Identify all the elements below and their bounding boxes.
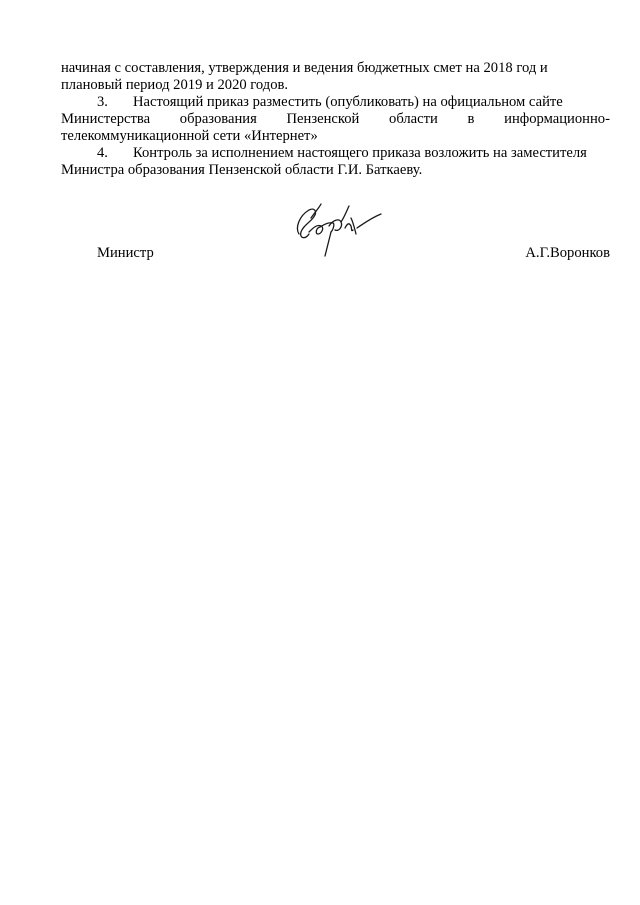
- item-3-line-3: [61, 128, 610, 145]
- item-text: Министра образования Пензенской области Г.И. Баткаеву.: [61, 162, 423, 178]
- item-word: области: [389, 111, 438, 127]
- item-3-line-2: [61, 111, 610, 128]
- item-4-line-2: [61, 162, 610, 179]
- item-word: Министерства: [61, 111, 151, 127]
- signature-block: [97, 245, 610, 265]
- item-number: 3.: [97, 94, 108, 110]
- signatory-name: А.Г.Воронков: [525, 245, 610, 261]
- item-text: телекоммуникационной сети «Интернет»: [61, 128, 318, 144]
- item-text: Настоящий приказ разместить (опубликовать) на официальном сайте: [133, 94, 563, 110]
- paragraph-text: начиная с составления, утверждения и ведения бюджетных смет на 2018 год и: [61, 60, 548, 76]
- paragraph-continuation-line-2: [61, 77, 610, 94]
- item-word: информационно-: [504, 111, 610, 127]
- item-4-line-1: [61, 145, 610, 162]
- paragraph-text: плановый период 2019 и 2020 годов.: [61, 77, 289, 93]
- paragraph-continuation-line-1: [61, 60, 610, 77]
- item-word: Пензенской: [286, 111, 360, 127]
- signatory-role: Министр: [97, 245, 154, 261]
- item-word: в: [467, 111, 475, 127]
- item-3-line-1: [61, 94, 610, 111]
- item-number: 4.: [97, 145, 108, 161]
- item-text: Контроль за исполнением настоящего приказа возложить на заместителя: [133, 145, 587, 161]
- document-body: [61, 60, 610, 179]
- item-word: образования: [179, 111, 257, 127]
